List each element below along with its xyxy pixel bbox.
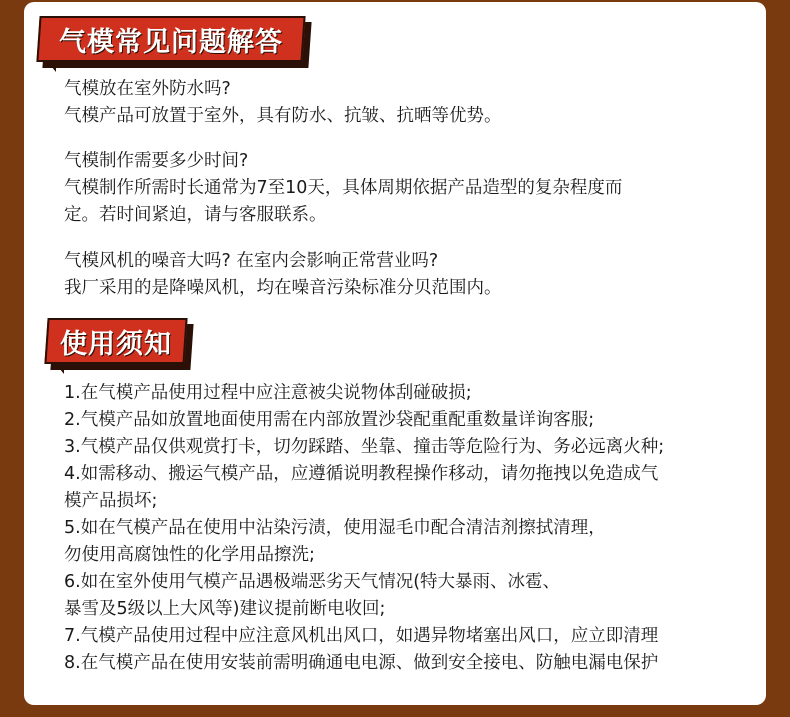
faq-answer-line: 定。若时间紧迫，请与客服联系。 [64,205,327,225]
note-line: 5.如在气模产品在使用中沾染污渍，使用湿毛巾配合清洁剂擦拭清理， [64,518,606,538]
notes-banner-face [44,318,187,364]
note-line: 勿使用高腐蚀性的化学用品擦洗; [64,545,315,565]
faq-answer-line: 气模产品可放置于室外，具有防水、抗皱、抗晒等优势。 [64,106,502,126]
note-line: 4.如需移动、搬运气模产品，应遵循说明教程操作移动，请勿拖拽以免造成气 [64,464,659,484]
note-line: 6.如在室外使用气模产品遇极端恶劣天气情况(特大暴雨、冰雹、 [64,572,561,592]
notes-title: 使用须知 [60,328,172,360]
note-line: 3.气模产品仅供观赏打卡，切勿踩踏、坐靠、撞击等危险行为、务必远离火种; [64,437,665,457]
faq-answer-line: 气模制作所需时长通常为7至10天，具体周期依据产品造型的复杂程度而 [64,178,623,198]
notes-list [64,380,664,677]
note-line: 7.气模产品使用过程中应注意风机出风口，如遇异物堵塞出风口，应立即清理 [64,626,659,646]
note-line: 8.在气模产品在使用安装前需明确通电电源、做到安全接电、防触电漏电保护 [64,653,659,673]
faq-banner-face [36,16,305,62]
note-line: 1.在气模产品使用过程中应注意被尖说物体刮碰破损; [64,383,472,403]
faq-item-3 [64,248,502,302]
faq-question: 气模放在室外防水吗? [64,79,231,99]
notes-banner [46,318,186,364]
content-card [24,2,766,705]
faq-banner [38,16,304,62]
note-line: 模产品损坏; [64,491,158,511]
faq-question: 气模制作需要多少时间? [64,151,249,171]
faq-item-1 [64,76,502,130]
faq-answer-line: 我厂采用的是降噪风机，均在噪音污染标准分贝范围内。 [64,278,502,298]
note-line: 2.气模产品如放置地面使用需在内部放置沙袋配重配重数量详询客服; [64,410,595,430]
faq-question: 气模风机的噪音大吗? 在室内会影响正常营业吗? [64,251,439,271]
faq-item-2 [64,148,622,229]
note-line: 暴雪及5级以上大风等)建议提前断电收回; [64,599,386,619]
faq-title: 气模常见问题解答 [59,26,283,58]
